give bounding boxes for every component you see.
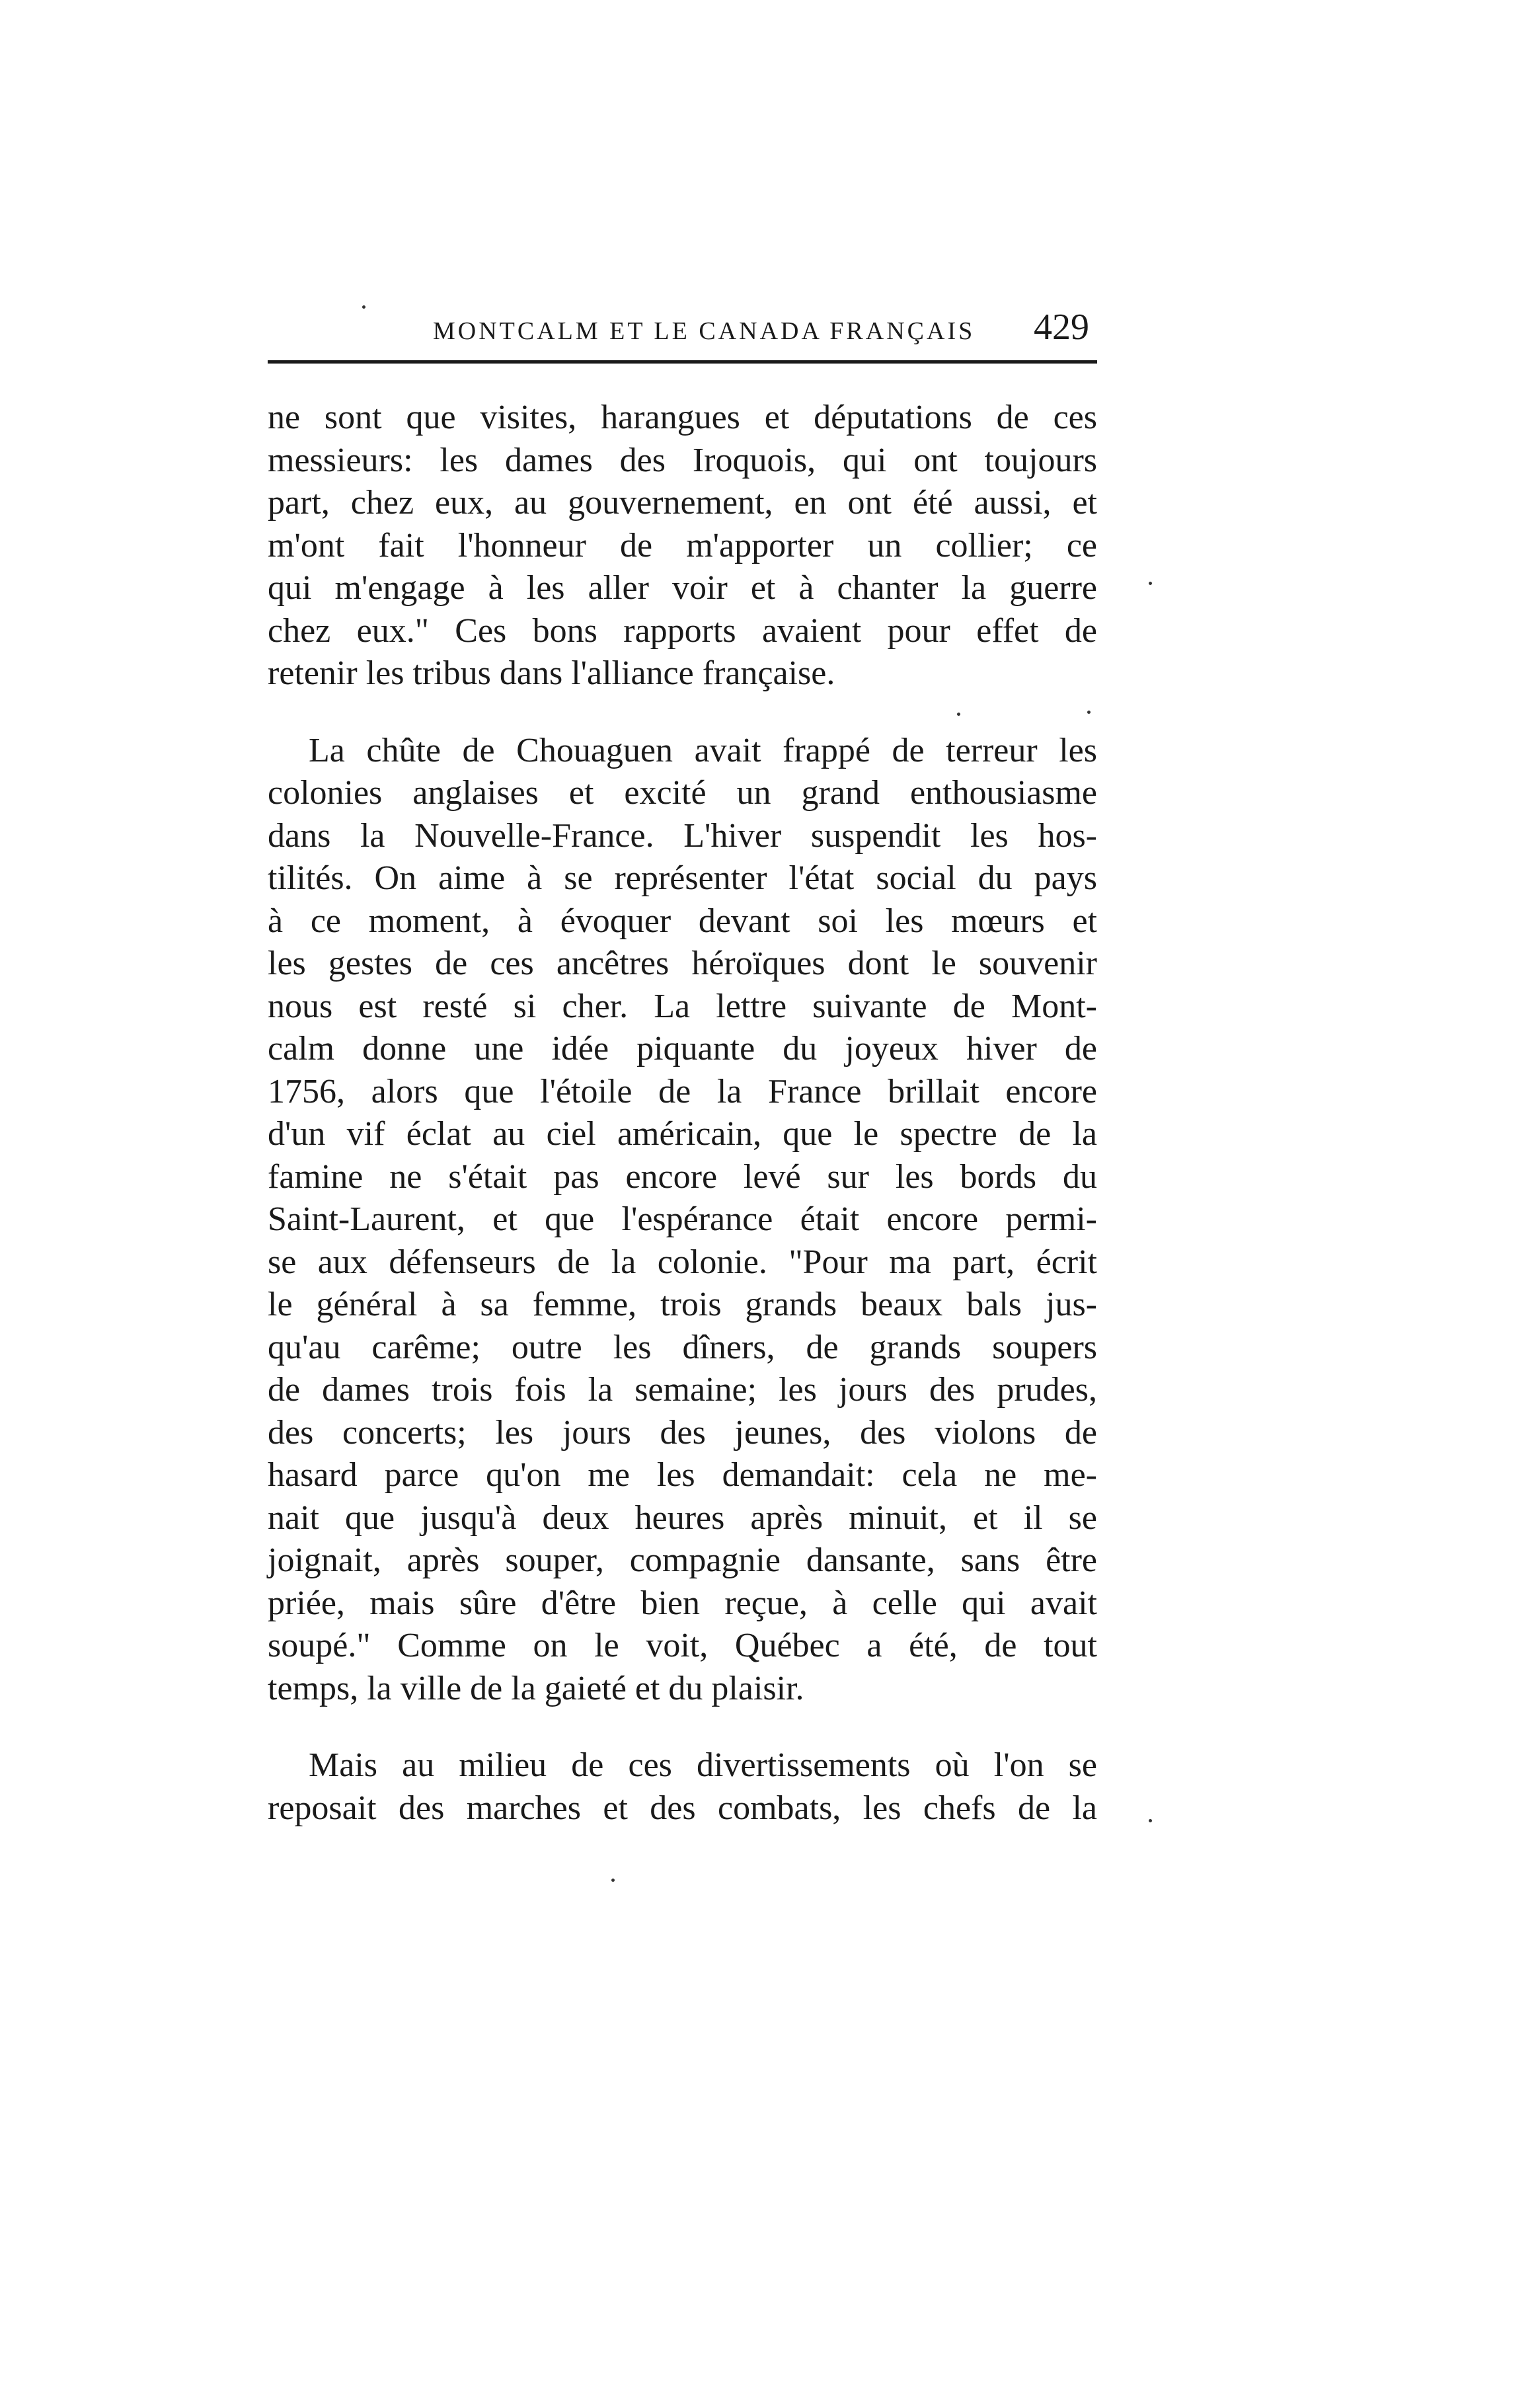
paragraph-2: [268, 730, 1097, 1711]
text-line: se aux défenseurs de la colonie. "Pour ma part, écrit: [268, 1243, 1097, 1281]
running-title: MONTCALM ET LE CANADA FRANÇAIS: [433, 317, 976, 345]
text-line: hasard parce qu'on me les demandait: cela ne me-: [268, 1456, 1097, 1494]
text-line: le général à sa femme, trois grands beaux bals jus-: [268, 1286, 1097, 1323]
text-line: d'un vif éclat au ciel américain, que le spectre de la: [268, 1115, 1097, 1153]
text-line: temps, la ville de la gaieté et du plaisir.: [268, 1669, 804, 1707]
text-line: de dames trois fois la semaine; les jours des prudes,: [268, 1371, 1097, 1409]
text-line: calm donne une idée piquante du joyeux hiver de: [268, 1030, 1097, 1068]
text-line: 1756, alors que l'étoile de la France brillait encore: [268, 1072, 1097, 1110]
text-line: soupé." Comme on le voit, Québec a été, de tout: [268, 1627, 1097, 1664]
text-line: reposait des marches et des combats, les chefs de la: [268, 1789, 1097, 1827]
text-line: messieurs: les dames des Iroquois, qui ont toujours: [268, 441, 1097, 479]
text-line: retenir les tribus dans l'alliance française.: [268, 654, 835, 692]
text-line: dans la Nouvelle-France. L'hiver suspendit les hos-: [268, 816, 1097, 855]
text-line: priée, mais sûre d'être bien reçue, à celle qui avait: [268, 1584, 1097, 1622]
paragraph-3: [268, 1744, 1097, 1830]
text-line: chez eux." Ces bons rapports avaient pour effet de: [268, 611, 1097, 650]
text-line: des concerts; les jours des jeunes, des violons de: [268, 1413, 1097, 1452]
text-line: La chûte de Chouaguen avait frappé de terreur les: [309, 731, 1097, 769]
text-line: qui m'engage à les aller voir et à chanter la guerre: [268, 569, 1097, 607]
text-line: part, chez eux, au gouvernement, en ont été aussi, et: [268, 484, 1097, 522]
body-text: [268, 397, 1097, 1917]
text-line: colonies anglaises et excité un grand enthousiasme: [268, 774, 1097, 812]
text-line: joignait, après souper, compagnie dansante, sans être: [268, 1541, 1097, 1579]
scan-speck: [1149, 1819, 1152, 1822]
text-line: nait que jusqu'à deux heures après minuit, et il se: [268, 1498, 1097, 1537]
text-line: Mais au milieu de ces divertissements où l'on se: [309, 1746, 1097, 1784]
text-line: à ce moment, à évoquer devant soi les mœurs et: [268, 902, 1097, 940]
text-line: ne sont que visites, harangues et députations de ces: [268, 399, 1097, 436]
text-line: qu'au carême; outre les dîners, de grands soupers: [268, 1328, 1097, 1366]
scan-speck: [1149, 582, 1152, 585]
running-head: [268, 301, 1097, 364]
text-line: tilités. On aime à se représenter l'état social du pays: [268, 859, 1097, 897]
page-number: 429: [1034, 307, 1089, 348]
text-line: m'ont fait l'honneur de m'apporter un collier; ce: [268, 526, 1097, 564]
text-line: famine ne s'était pas encore levé sur les bords du: [268, 1157, 1097, 1196]
scan-speck: [1087, 711, 1091, 714]
text-line: nous est resté si cher. La lettre suivante de Mont-: [268, 987, 1097, 1025]
scan-speck: [362, 305, 365, 309]
scan-speck: [957, 713, 960, 716]
text-line: les gestes de ces ancêtres héroïques dont le souvenir: [268, 945, 1097, 982]
paragraph-1: [268, 397, 1097, 695]
text-line: Saint-Laurent, et que l'espérance était encore permi-: [268, 1200, 1097, 1238]
header-rule: [268, 360, 1097, 364]
scan-speck: [611, 1879, 615, 1882]
